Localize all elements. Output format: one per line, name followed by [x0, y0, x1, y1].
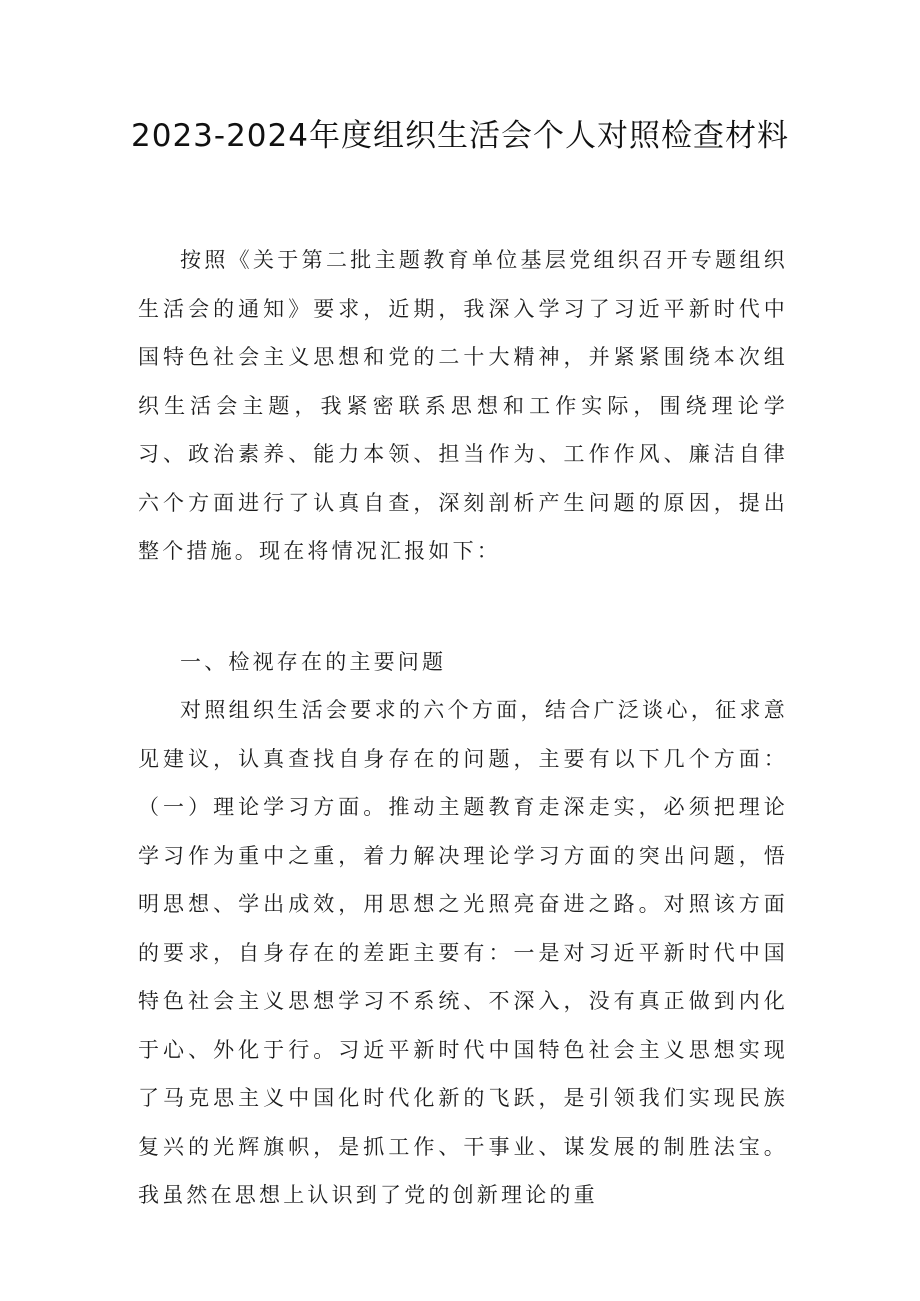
section-heading: 一、检视存在的主要问题: [180, 650, 447, 674]
intro-paragraph: 按照《关于第二批主题教育单位基层党组织召开专题组织生活会的通知》要求，近期，我深入学习了习近平新时代中国特色社会主义思想和党的二十大精神，并紧紧围绕本次组织生活会主题，我紧密联系思想和工作实际，围绕理论学习、政治素养、能力本领、担当作为、工作作风、廉洁自律六个方面进行了认真自查，深刻剖析产生问题的原因，提出整个措施。现在将情况汇报如下：: [138, 248, 788, 563]
section-paragraph: 对照组织生活会要求的六个方面，结合广泛谈心，征求意见建议，认真查找自身存在的问题，主要有以下几个方面：（一）理论学习方面。推动主题教育走深走实，必须把理论学习作为重中之重，着力解决理论学习方面的突出问题，悟明思想、学出成效，用思想之光照亮奋进之路。对照该方面的要求，自身存在的差距主要有：一是对习近平新时代中国特色社会主义思想学习不系统、不深入，没有真正做到内化于心、外化于行。习近平新时代中国特色社会主义思想实现了马克思主义中国化时代化新的飞跃，是引领我们实现民族复兴的光辉旗帜，是抓工作、干事业、谋发展的制胜法宝。我虽然在思想上认识到了党的创新理论的重: [138, 698, 788, 1207]
document-title: 2023-2024年度组织生活会个人对照检查材料: [131, 118, 789, 154]
